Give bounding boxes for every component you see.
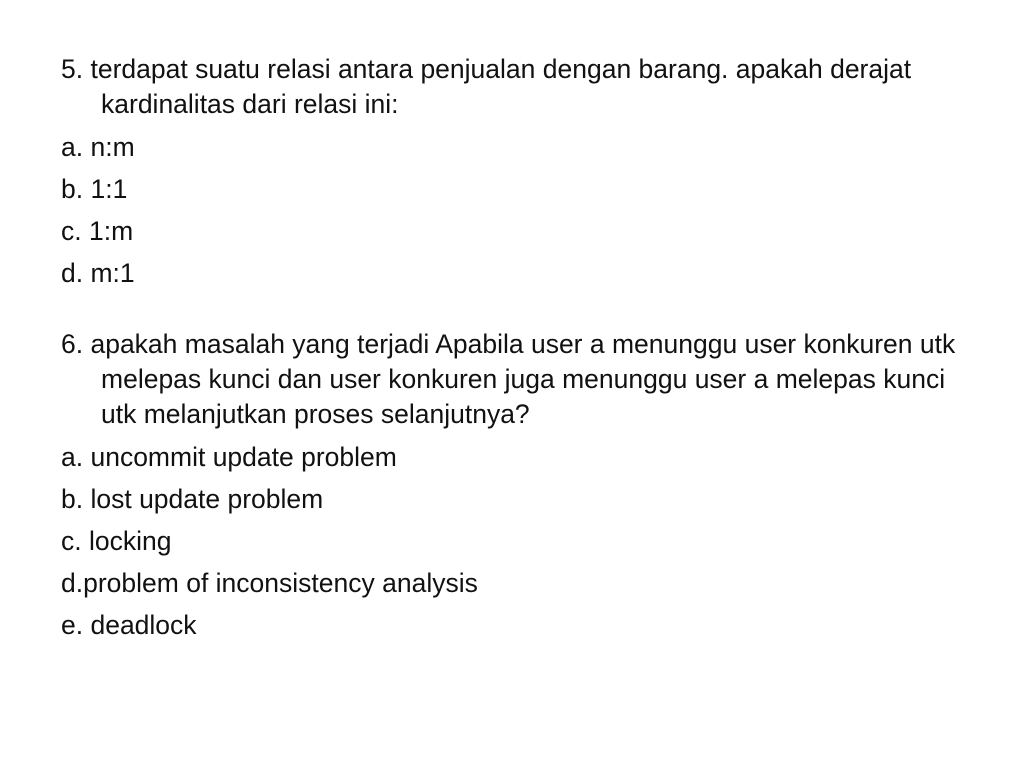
answer-option-e: e. deadlock — [61, 610, 197, 640]
answer-option-d: d. m:1 — [61, 258, 135, 288]
answer-option-d: d.problem of inconsistency analysis — [61, 568, 478, 598]
answer-option-b: b. 1:1 — [61, 174, 128, 204]
question-6 — [61, 327, 981, 643]
answer-option-b: b. lost update problem — [61, 484, 324, 514]
question-prompt: 6. apakah masalah yang terjadi Apabila user a menunggu user konkuren utk melepas kunci dan user konkuren juga menunggu user a melepas kunci utk melanjutkan proses selanjutnya? — [61, 329, 956, 429]
question-prompt: 5. terdapat suatu relasi antara penjualan dengan barang. apakah derajat kardinalitas dari relasi ini: — [61, 54, 912, 119]
answer-option-a: a. uncommit update problem — [61, 442, 397, 472]
slide-content — [61, 52, 981, 650]
answer-option-a: a. n:m — [61, 132, 135, 162]
question-5 — [61, 52, 981, 291]
answer-option-c: c. locking — [61, 526, 172, 556]
answer-option-c: c. 1:m — [61, 216, 134, 246]
spacer — [61, 298, 981, 327]
